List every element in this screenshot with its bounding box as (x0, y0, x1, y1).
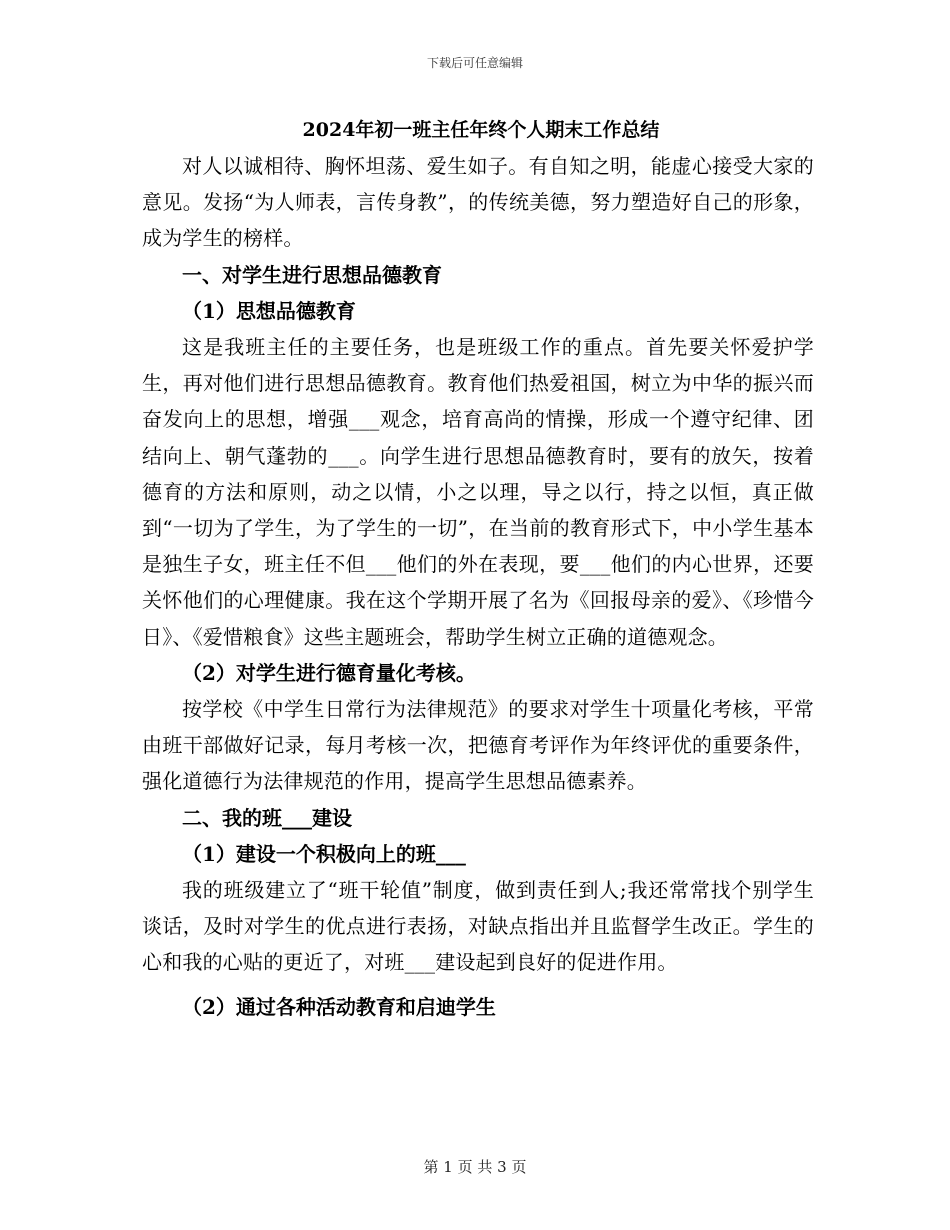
section-1-sub-2-heading: （2）对学生进行德育量化考核。 (182, 660, 476, 685)
document-body (142, 112, 814, 1025)
section-1-sub-1-body: 这是我班主任的主要任务，也是班级工作的重点。首先要关怀爱护学生，再对他们进行思想品德教育。教育他们热爱祖国，树立为中华的振兴而奋发向上的思想，增强___观念，培育高尚的情操，形成一个遵守纪律、团结向上、朝气蓬勃的___。向学生进行思想品德教育时，要有的放矢，按着德育的方法和原则，动之以情，小之以理，导之以行，持之以恒，真正做到“一切为了学生，为了学生的一切”，在当前的教育形式下，中小学生基本是独生子女，班主任不但___他们的外在表现，要___他们的内心世界，还要关怀他们的心理健康。我在这个学期开展了名为《回报母亲的爱》、《珍惜今日》、《爱惜粮食》这些主题班会，帮助学生树立正确的道德观念。 (142, 335, 814, 649)
intro-paragraph: 对人以诚相待、胸怀坦荡、爱生如子。有自知之明，能虚心接受大家的意见。发扬“为人师表，言传身教”，的传统美德，努力塑造好自己的形象，成为学生的榜样。 (142, 154, 814, 251)
section-2-sub-1-heading: （1）建设一个积极向上的班___ (182, 841, 466, 866)
header-note: 下载后可任意编辑 (426, 56, 523, 70)
paragraph-gap (142, 981, 814, 989)
page-number: 第 1 页 共 3 页 (423, 1158, 527, 1176)
section-2-sub-1-body: 我的班级建立了“班干轮值”制度，做到责任到人;我还常常找个别学生谈话，及时对学生的优点进行表扬，对缺点指出并且监督学生改正。学生的心和我的心贴的更近了，对班___建设起到良好的促进作用。 (142, 878, 814, 975)
section-1-sub-2-body: 按学校《中学生日常行为法律规范》的要求对学生十项量化考核，平常由班干部做好记录，每月考核一次，把德育考评作为年终评优的重要条件，强化道德行为法律规范的作用，提高学生思想品德素养。 (142, 697, 814, 794)
document-title: 2024年初一班主任年终个人期末工作总结 (302, 119, 660, 141)
section-2-heading: 二、我的班___建设 (182, 805, 352, 830)
section-1-heading: 一、对学生进行思想品德教育 (182, 262, 442, 287)
section-1-sub-1-heading: （1）思想品德教育 (182, 298, 356, 323)
section-2-sub-2-heading: （2）通过各种活动教育和启迪学生 (182, 994, 496, 1019)
